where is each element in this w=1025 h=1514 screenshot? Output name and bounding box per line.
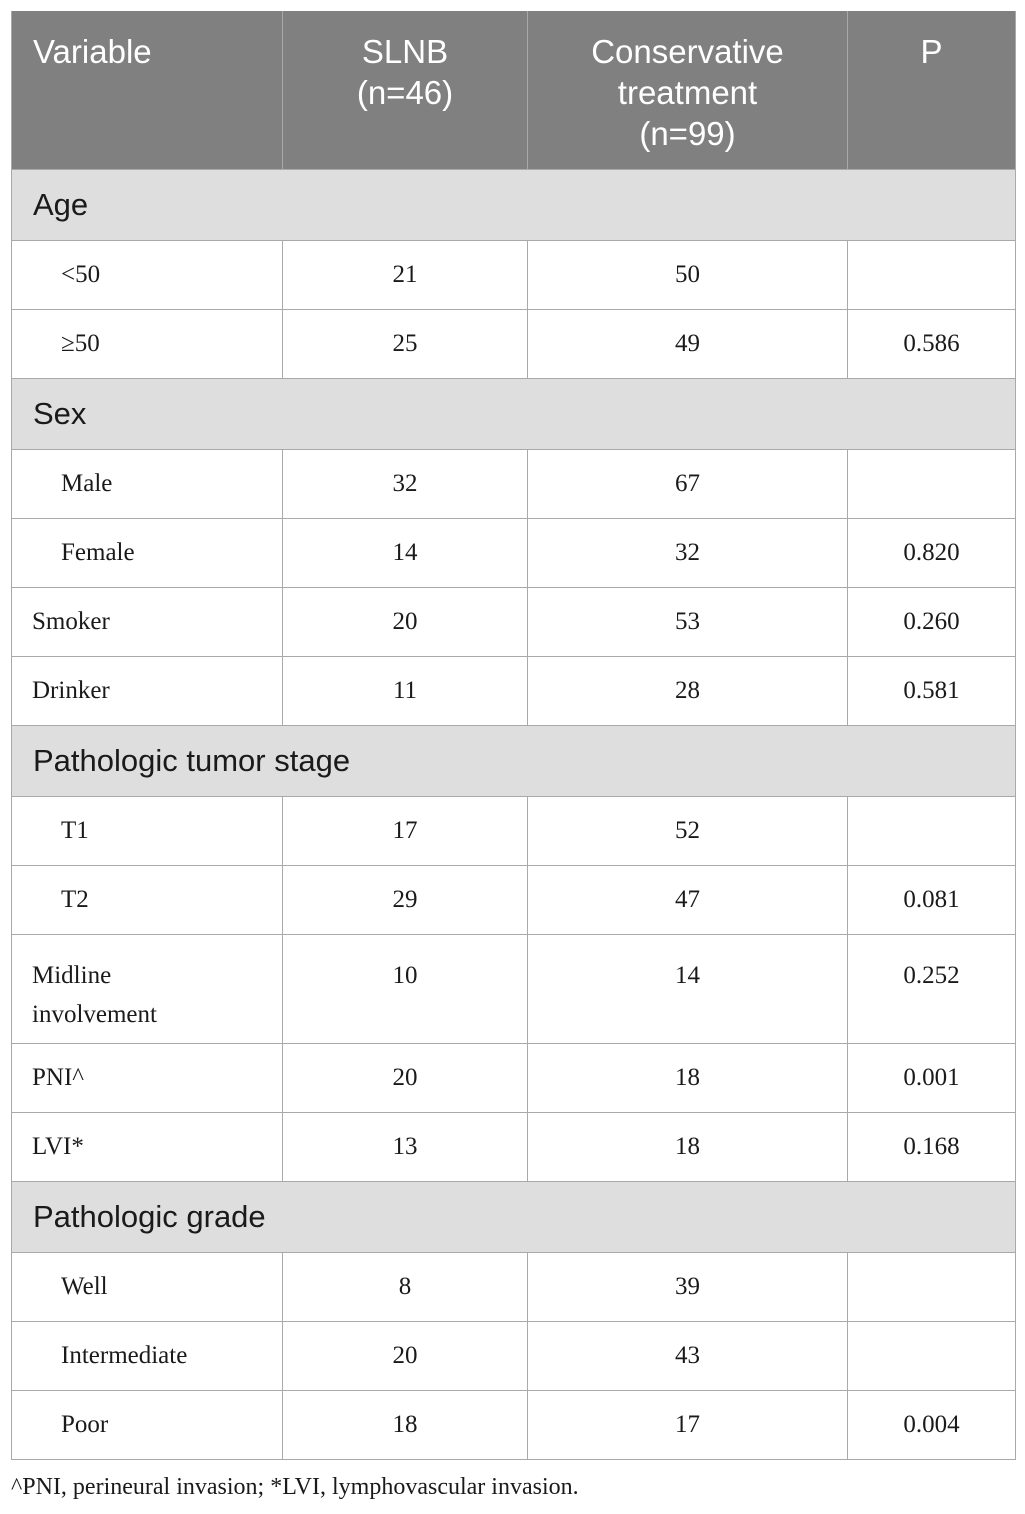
p-value: 0.252: [848, 935, 1016, 1044]
table-row: [12, 310, 1016, 379]
p-value: 0.004: [848, 1391, 1016, 1460]
section-label: Pathologic grade: [12, 1182, 1016, 1253]
header-conservative: Conservative treatment (n=99): [528, 11, 848, 170]
section-label: Sex: [12, 379, 1016, 450]
table-row: [12, 866, 1016, 935]
row-label: PNI^: [12, 1044, 283, 1113]
conservative-value: 14: [528, 935, 848, 1044]
section-row-tumor-stage: [12, 726, 1016, 797]
slnb-value: 20: [283, 1044, 528, 1113]
table-row: [12, 1322, 1016, 1391]
p-value: [848, 450, 1016, 519]
section-row-age: [12, 170, 1016, 241]
p-value: [848, 1322, 1016, 1391]
slnb-value: 17: [283, 797, 528, 866]
slnb-value: 25: [283, 310, 528, 379]
table-row: [12, 588, 1016, 657]
row-label: Midline involvement: [12, 935, 283, 1044]
table-row: [12, 1113, 1016, 1182]
row-label: Female: [12, 519, 283, 588]
conservative-value: 47: [528, 866, 848, 935]
slnb-value: 21: [283, 241, 528, 310]
row-label: Intermediate: [12, 1322, 283, 1391]
p-value: 0.001: [848, 1044, 1016, 1113]
p-value: 0.581: [848, 657, 1016, 726]
p-value: 0.260: [848, 588, 1016, 657]
row-label: <50: [12, 241, 283, 310]
header-variable: Variable: [12, 11, 283, 170]
slnb-value: 29: [283, 866, 528, 935]
slnb-value: 11: [283, 657, 528, 726]
conservative-value: 50: [528, 241, 848, 310]
conservative-value: 18: [528, 1113, 848, 1182]
table-row: [12, 935, 1016, 1044]
conservative-value: 32: [528, 519, 848, 588]
row-label: ≥50: [12, 310, 283, 379]
row-label: Smoker: [12, 588, 283, 657]
section-row-grade: [12, 1182, 1016, 1253]
p-value: [848, 241, 1016, 310]
row-label: LVI*: [12, 1113, 283, 1182]
slnb-value: 32: [283, 450, 528, 519]
table-row: [12, 450, 1016, 519]
p-value: [848, 797, 1016, 866]
p-value: [848, 1253, 1016, 1322]
data-table: [11, 11, 1016, 1460]
table-row: [12, 1253, 1016, 1322]
section-label: Age: [12, 170, 1016, 241]
slnb-value: 14: [283, 519, 528, 588]
row-label: T2: [12, 866, 283, 935]
conservative-value: 49: [528, 310, 848, 379]
row-label: Male: [12, 450, 283, 519]
row-label: Well: [12, 1253, 283, 1322]
slnb-value: 8: [283, 1253, 528, 1322]
p-value: 0.586: [848, 310, 1016, 379]
p-value: 0.081: [848, 866, 1016, 935]
slnb-value: 18: [283, 1391, 528, 1460]
conservative-value: 39: [528, 1253, 848, 1322]
header-p: P: [848, 11, 1016, 170]
table-row: [12, 519, 1016, 588]
row-label: T1: [12, 797, 283, 866]
slnb-value: 20: [283, 588, 528, 657]
table-row: [12, 657, 1016, 726]
conservative-value: 67: [528, 450, 848, 519]
table-row: [12, 241, 1016, 310]
table-footnote: ^PNI, perineural invasion; *LVI, lymphovascular invasion.: [11, 1474, 579, 1500]
conservative-value: 28: [528, 657, 848, 726]
conservative-value: 17: [528, 1391, 848, 1460]
conservative-value: 52: [528, 797, 848, 866]
header-slnb: SLNB (n=46): [283, 11, 528, 170]
p-value: 0.168: [848, 1113, 1016, 1182]
table-row: [12, 1044, 1016, 1113]
section-row-sex: [12, 379, 1016, 450]
slnb-value: 10: [283, 935, 528, 1044]
header-row: [12, 11, 1016, 170]
p-value: 0.820: [848, 519, 1016, 588]
table-row: [12, 797, 1016, 866]
slnb-value: 20: [283, 1322, 528, 1391]
row-label: Poor: [12, 1391, 283, 1460]
table-row: [12, 1391, 1016, 1460]
section-label: Pathologic tumor stage: [12, 726, 1016, 797]
slnb-value: 13: [283, 1113, 528, 1182]
row-label: Drinker: [12, 657, 283, 726]
conservative-value: 43: [528, 1322, 848, 1391]
conservative-value: 18: [528, 1044, 848, 1113]
conservative-value: 53: [528, 588, 848, 657]
